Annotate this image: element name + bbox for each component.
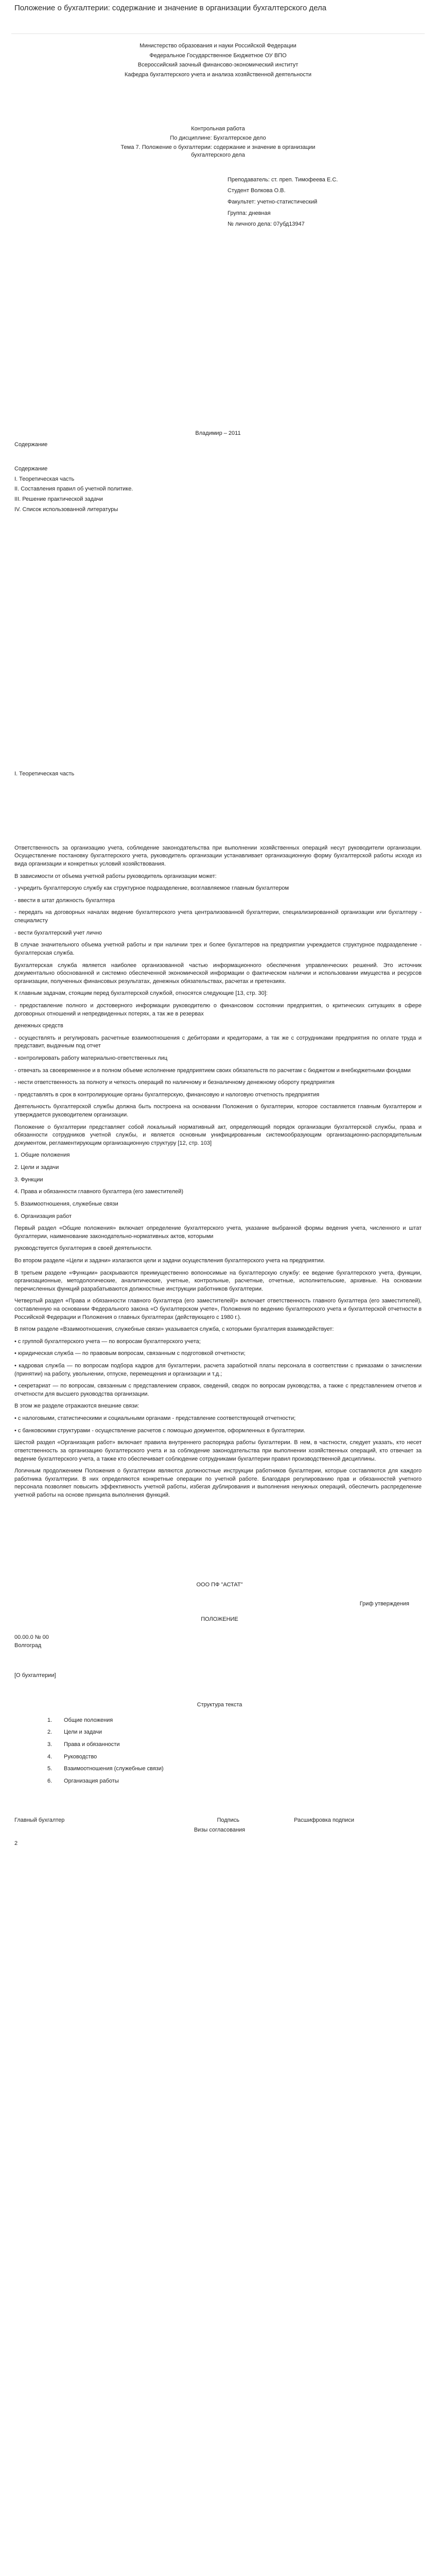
paragraph: Положение о бухгалтерии представляет собой локальный нормативный акт, определяющий порядок организации бухгалтерской службы, права и обязанности сотрудников учетной службы, и является основным унифицированным системообразующим организационно-распорядительным документом, регламентирующим организационную структуру [12, стр. 103] (14, 1124, 422, 1146)
discipline: По дисциплине: Бухгалтерское дело (170, 135, 266, 142)
paragraph: • с налоговыми, статистическими и социальными органами - представление соответствующей отчетности; (14, 1415, 296, 1422)
list-item: 2. Цели и задачи (14, 1164, 59, 1171)
paragraph: В случае значительного объема учетной работы и при наличии трех и более бухгалтеров на предприятии учреждается структурное подразделение - бухгалтерская служба. (14, 942, 422, 956)
city: Волгоград (14, 1642, 42, 1649)
paragraph: Первый раздел «Общие положения» включает определение бухгалтерского учета, указание выбранной формы ведения учета, численного и штат бухгалтерии, наименование законодательно-нормативных актов, которыми (14, 1225, 422, 1240)
toc-heading: Содержание (14, 441, 48, 448)
document-title: Положение о бухгалтерии: содержание и значение в организации бухгалтерского дела (11, 0, 425, 34)
department-line: Кафедра бухгалтерского учета и анализа хозяйственной деятельности (124, 71, 312, 78)
date-number: 00.00.0 № 00 (14, 1634, 49, 1641)
paragraph: В третьем разделе «Функции» раскрываются преимущественно вопоносимые на бухгалтерскую службу: ее ведение бухгалтерского учета, функции, организационные, методологические, аналитические, учетные, контрольные, расчетные, отчетные, исполнительские, архивные. На основании перечисленных функций разрабатываются должностные инструкции работников бухгалтерии. (14, 1269, 422, 1292)
paragraph: - учредить бухгалтерскую службу как структурное подразделение, возглавляемое главным бухгалтером (14, 885, 289, 892)
paragraph: • с банковскими структурами - осуществление расчетов с помощью документов, оформленных в бухгалтерии. (14, 1427, 306, 1434)
paragraph: - вести бухгалтерский учет лично (14, 929, 102, 936)
structure-item: 3. Права и обязанности (47, 1741, 120, 1748)
paragraph: В пятом разделе «Взаимоотношения, служебные связи» указывается служба, с которыми бухгалтерия взаимодействует: (14, 1326, 334, 1333)
paragraph: руководствуется бухгалтерия в своей деятельности. (14, 1245, 152, 1252)
student: Студент Волкова О.В. (228, 188, 286, 194)
paragraph: - предоставление полного и достоверного информации руководителю о финансовом состоянии предприятия, о критических ситуациях в сфере договорных отношений и непредвиденных потерях, а так же в резервах (14, 1002, 422, 1017)
structure-item: 5. Взаимоотношения (служебные связи) (47, 1766, 164, 1772)
paragraph: - представлять в срок в контролирующие органы бухгалтерскую, финансовую и налоговую отчетность предприятия (14, 1091, 320, 1098)
title-page (11, 34, 425, 438)
paragraph: - осуществлять и регулировать расчетные взаимоотношения с дебиторами и кредиторами, а так же с сотрудниками предприятия по оплате труда и представит, выдачным под отчет (14, 1035, 422, 1049)
signature-row (14, 1817, 354, 1825)
structure-heading: Структура текста (197, 1702, 242, 1708)
institute-line: Всероссийский заочный финансово-экономический институт (137, 62, 299, 69)
institution-line: Федеральное Государственное Бюджетное ОУ ВПО (149, 52, 287, 59)
paragraph: Ответственность за организацию учета, соблюдение законодательства при выполнении хозяйственных операций несут руководители организации. Осуществление постановку бухгалтерского учета, руководитель организации устанавливает организационную форму бухгалтерской работы исходя из вида организации и конкретных условий хозяйствования. (14, 844, 422, 868)
paragraph: Логичным продолжением Положения о бухгалтерии являются должностные инструкции работников бухгалтерии, которые составляются для каждого работника бухгалтерии. В них определяются конкретные операции по учетной работе. Благодаря регулированию прав и обязанностей учетного персонала позволяет повысить эффективность учетной работы, избегая дублирования и выполнения ненужных операций, обеспечить распределение учетной работы на основе принципа выполнения функций. (14, 1468, 422, 1498)
approval-stamp: Гриф утверждения (359, 1601, 409, 1607)
list-item: 5. Взаимоотношения, служебные связи (14, 1200, 118, 1207)
city-year: Владимир – 2011 (195, 430, 241, 436)
paragraph: Во втором разделе «Цели и задачи» излагаются цели и задачи осуществления бухгалтерского учета на предприятии. (14, 1257, 325, 1264)
paragraph: Шестой раздел «Организация работ» включает правила внутреннего распорядка работы бухгалтерии. В нем, в частности, следует указать, кто несет ответственность за организацию бухгалтерского учета и за соблюдение законодательства при выполнении хозяйственных операций, кто отвечает за ведение бухгалтерского учета, а также кто обеспечивает соблюдение сотрудниками бухгалтерии правил производственной дисциплины. (14, 1439, 422, 1462)
appendix-form (11, 1581, 425, 1848)
group: Группа: дневная (228, 210, 271, 216)
paragraph: К главным задачам, стоящим перед бухгалтерской службой, относятся следующие [13, стр. 30]: (14, 990, 268, 997)
paragraph: • юридическая служба — по правовым вопросам, связанным с подготовкой отчетности; (14, 1350, 246, 1357)
paragraph: • секретариат — по вопросам, связанным с представлением справок, сведений, сводок по вопросам руководства, а также с представлением отчетов и отчетности для высшего руководства организации. (14, 1383, 422, 1397)
topic: Тема 7. Положение о бухгалтерии: содержание и значение в организации бухгалтерского дела (120, 144, 316, 159)
paragraph: В зависимости от объема учетной работы руководитель организации может: (14, 873, 217, 879)
signature-position: Главный бухгалтер (14, 1817, 65, 1823)
body-text (11, 844, 425, 1500)
page-number: 2 (14, 1840, 18, 1846)
paragraph: - нести ответственность за полноту и четкость операций по наличному и безналичному денежному обороту предприятия (14, 1079, 335, 1086)
toc-item: III. Решение практической задачи (14, 496, 103, 502)
paragraph: Деятельность бухгалтерской службы должна быть построена на основании Положения о бухгалтерии, которое составляется главным бухгалтером и утверждается руководителем организации. (14, 1104, 422, 1118)
file-number: № личного дела: 07убд13947 (228, 221, 305, 228)
list-item: 1. Общие положения (14, 1152, 70, 1159)
paragraph: Бухгалтерская служба является наиболее организованной частью информационного обеспечения управленческих решений. Это источник документально обоснованной и системно обеспеченной экономической информации о фактическом наличии и использовании имущества и ресурсов организации, полученных финансовых результатах, денежных обязательствах, расчетах и претензиях. (14, 962, 422, 985)
work-type: Контрольная работа (191, 126, 245, 132)
structure-item: 2. Цели и задачи (47, 1729, 102, 1736)
paragraph: • с группой бухгалтерского учета — по вопросам бухгалтерского учета; (14, 1338, 201, 1345)
paragraph: Четвертый раздел «Права и обязанности главного бухгалтера (его заместителей)» включает ответственность главного бухгалтера (его заместителей), составленную на основании Федерального закона «О бухгалтерском учете», Положения по ведению бухгалтерского учета и бухгалтерской отчетности в Российской Федерации и Положения о главных бухгалтерах (действующего с 1980 г.). (14, 1298, 422, 1320)
toc-item: IV. Список использованной литературы (14, 506, 118, 513)
toc-item: II. Составления правил об учетной политике. (14, 486, 133, 493)
structure-list (47, 1717, 425, 1786)
approval-visas: Визы согласования (194, 1827, 246, 1834)
paragraph: - отвечать за своевременное и в полном объеме исполнение предприятием своих обязательств по расчетам с бюджетом и внебюджетными фондами (14, 1067, 411, 1074)
paragraph: денежных средств (14, 1023, 63, 1029)
section-heading: I. Теоретическая часть (14, 771, 75, 777)
structure-item: 1. Общие положения (47, 1717, 113, 1723)
teacher: Преподаватель: ст. преп. Тимофеева Е.С. (228, 176, 338, 183)
document-name: ПОЛОЖЕНИЕ (201, 1616, 238, 1622)
list-item: 3. Функции (14, 1176, 43, 1183)
table-of-contents (11, 441, 425, 514)
structure-item: 4. Руководство (47, 1753, 97, 1760)
paragraph: В этом же разделе отражаются внешние связи: (14, 1403, 139, 1410)
signature-decoding: Расшифровка подписи (294, 1817, 354, 1823)
ministry-line: Министерство образования и науки Российской Федерации (139, 43, 297, 49)
faculty: Факультет: учетно-статистический (228, 199, 318, 206)
toc-subheading: Содержание (14, 466, 48, 472)
paragraph: - ввести в штат должность бухгалтера (14, 897, 115, 904)
paragraph: - передать на договорных началах ведение бухгалтерского учета централизованной бухгалтерии, специализированной организации или бухгалтеру - специалисту (14, 909, 422, 924)
list-item: 6. Организация работ (14, 1213, 72, 1219)
toc-item: I. Теоретическая часть (14, 476, 75, 482)
structure-item: 6. Организация работы (47, 1777, 119, 1784)
paragraph: - контролировать работу материально-ответственных лиц (14, 1055, 168, 1061)
signature-field: Подпись (217, 1817, 240, 1823)
department-title: [О бухгалтерии] (14, 1672, 56, 1679)
paragraph: • кадровая служба — по вопросам подбора кадров для бухгалтерии, расчета заработной платы персонала в соответствии с приказами о зачислении (принятии) на работу, увольнении, отпуске, перемещения и организации и т.д.; (14, 1363, 422, 1377)
organization-name: ООО ПФ "АСТАТ" (196, 1581, 243, 1588)
list-item: 4. Права и обязанности главного бухгалтера (его заместителей) (14, 1189, 184, 1195)
